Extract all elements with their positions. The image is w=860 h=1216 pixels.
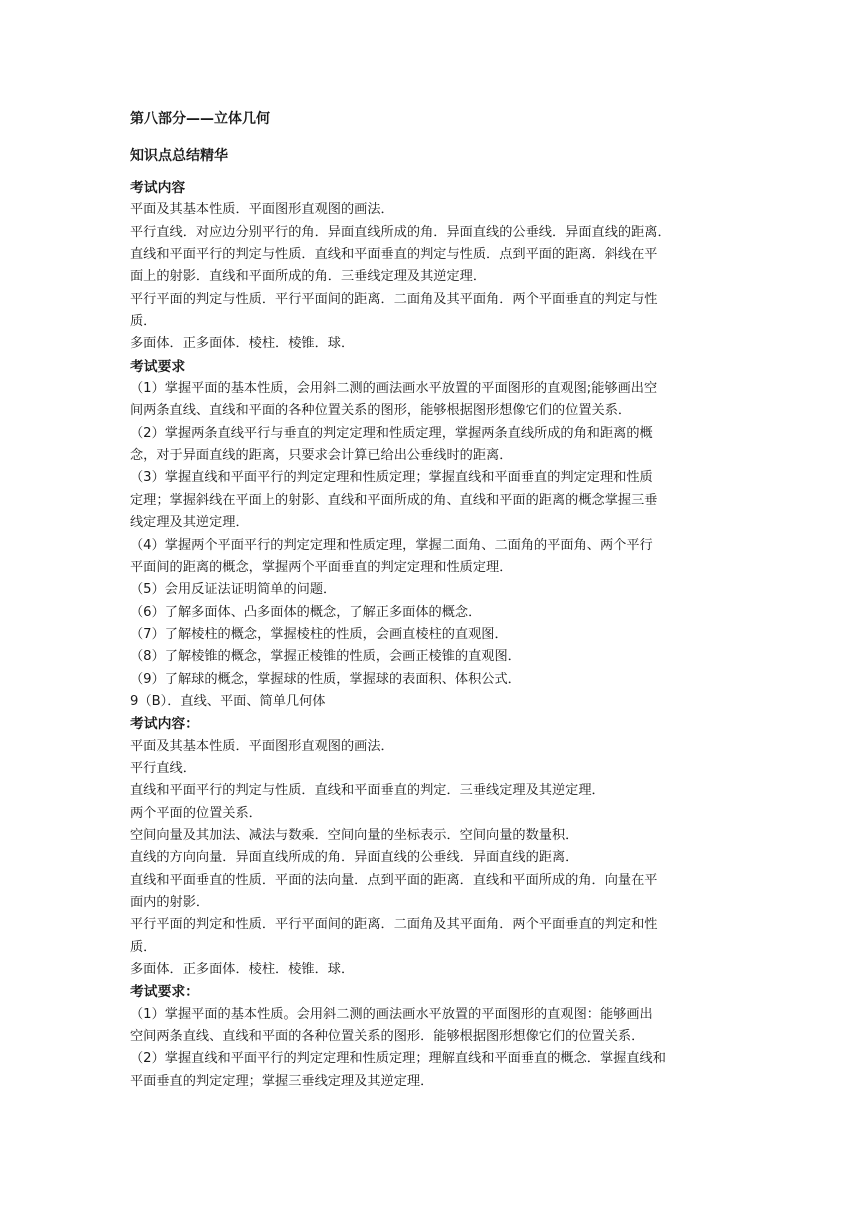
text-line: 空间向量及其加法、减法与数乘．空间向量的坐标表示．空间向量的数量积．: [130, 827, 579, 843]
text-line: 多面体．正多面体．棱柱．棱锥．球．: [130, 962, 355, 978]
text-line: 直线和平面垂直的性质．平面的法向量．点到平面的距离．直线和平面所成的角．向量在平: [130, 872, 658, 888]
text-line: 直线和平面平行的判定与性质．直线和平面垂直的判定与性质．点到平面的距离．斜线在平: [130, 247, 658, 263]
text-line: 间两条直线、直线和平面的各种位置关系的图形，能够根据图形想像它们的位置关系．: [130, 403, 632, 419]
text-line: （7）了解棱柱的概念，掌握棱柱的性质，会画直棱柱的直观图．: [130, 626, 508, 642]
section-heading: 考试内容：: [130, 716, 199, 733]
section-heading: 考试要求: [130, 358, 186, 375]
text-line: （8）了解棱锥的概念，掌握正棱锥的性质，会画正棱锥的直观图．: [130, 649, 521, 665]
text-line: 平面间的距离的概念，掌握两个平面垂直的判定定理和性质定理．: [130, 559, 513, 575]
text-line: 平面垂直的判定定理；掌握三垂线定理及其逆定理．: [130, 1073, 434, 1089]
text-line: 定理；掌握斜线在平面上的射影、直线和平面所成的角、直线和平面的距离的概念掌握三垂: [130, 492, 658, 508]
text-line: 多面体．正多面体．棱柱．棱锥．球．: [130, 336, 355, 352]
text-line: （3）掌握直线和平面平行的判定定理和性质定理；掌握直线和平面垂直的判定定理和性质: [130, 470, 653, 486]
text-line: （2）掌握两条直线平行与垂直的判定定理和性质定理，掌握两条直线所成的角和距离的概: [130, 425, 653, 441]
text-line: （1）掌握平面的基本性质，会用斜二测的画法画水平放置的平面图形的直观图;能够画出空: [130, 381, 658, 397]
text-line: 线定理及其逆定理．: [130, 515, 249, 531]
text-line: （5）会用反证法证明简单的问题．: [130, 582, 337, 598]
text-line: （9）了解球的概念，掌握球的性质，掌握球的表面积、体积公式．: [130, 671, 521, 687]
text-line: 质．: [130, 939, 157, 955]
section-heading: 考试要求：: [130, 984, 199, 1001]
text-line: 9（B）．直线、平面、简单几何体: [130, 693, 326, 709]
text-line: （2）掌握直线和平面平行的判定定理和性质定理；理解直线和平面垂直的概念．掌握直线和: [130, 1051, 666, 1067]
text-line: （6）了解多面体、凸多面体的概念，了解正多面体的概念．: [130, 604, 482, 620]
document-subtitle: 知识点总结精华: [130, 148, 228, 164]
text-line: 空间两条直线、直线和平面的各种位置关系的图形．能够根据图形想像它们的位置关系．: [130, 1029, 645, 1045]
text-line: 直线的方向向量．异面直线所成的角．异面直线的公垂线．异面直线的距离．: [130, 850, 579, 866]
section-heading: 考试内容: [130, 180, 186, 196]
text-line: 平行平面的判定和性质．平行平面间的距离．二面角及其平面角．两个平面垂直的判定和性: [130, 917, 658, 933]
text-line: 平面及其基本性质．平面图形直观图的画法．: [130, 738, 394, 754]
document-title: 第八部分——立体几何: [130, 111, 270, 127]
document-body: [130, 177, 735, 1093]
text-line: 平面及其基本性质．平面图形直观图的画法．: [130, 202, 394, 218]
text-line: 面上的射影．直线和平面所成的角．三垂线定理及其逆定理．: [130, 269, 487, 285]
text-line: 两个平面的位置关系．: [130, 805, 262, 821]
text-line: 面内的射影．: [130, 895, 210, 910]
text-line: 质．: [130, 314, 157, 330]
text-line: 平行直线．: [130, 760, 196, 776]
text-line: （4）掌握两个平面平行的判定定理和性质定理，掌握二面角、二面角的平面角、两个平行: [130, 537, 653, 553]
text-line: 平行直线．对应边分别平行的角．异面直线所成的角．异面直线的公垂线．异面直线的距离．: [130, 224, 671, 240]
text-line: （1）掌握平面的基本性质。会用斜二测的画法画水平放置的平面图形的直观图：能够画出: [130, 1006, 653, 1022]
text-line: 平行平面的判定与性质．平行平面间的距离．二面角及其平面角．两个平面垂直的判定与性: [130, 291, 658, 307]
text-line: 直线和平面平行的判定与性质．直线和平面垂直的判定．三垂线定理及其逆定理．: [130, 783, 605, 799]
text-line: 念，对于异面直线的距离，只要求会计算已给出公垂线时的距离．: [130, 448, 513, 464]
